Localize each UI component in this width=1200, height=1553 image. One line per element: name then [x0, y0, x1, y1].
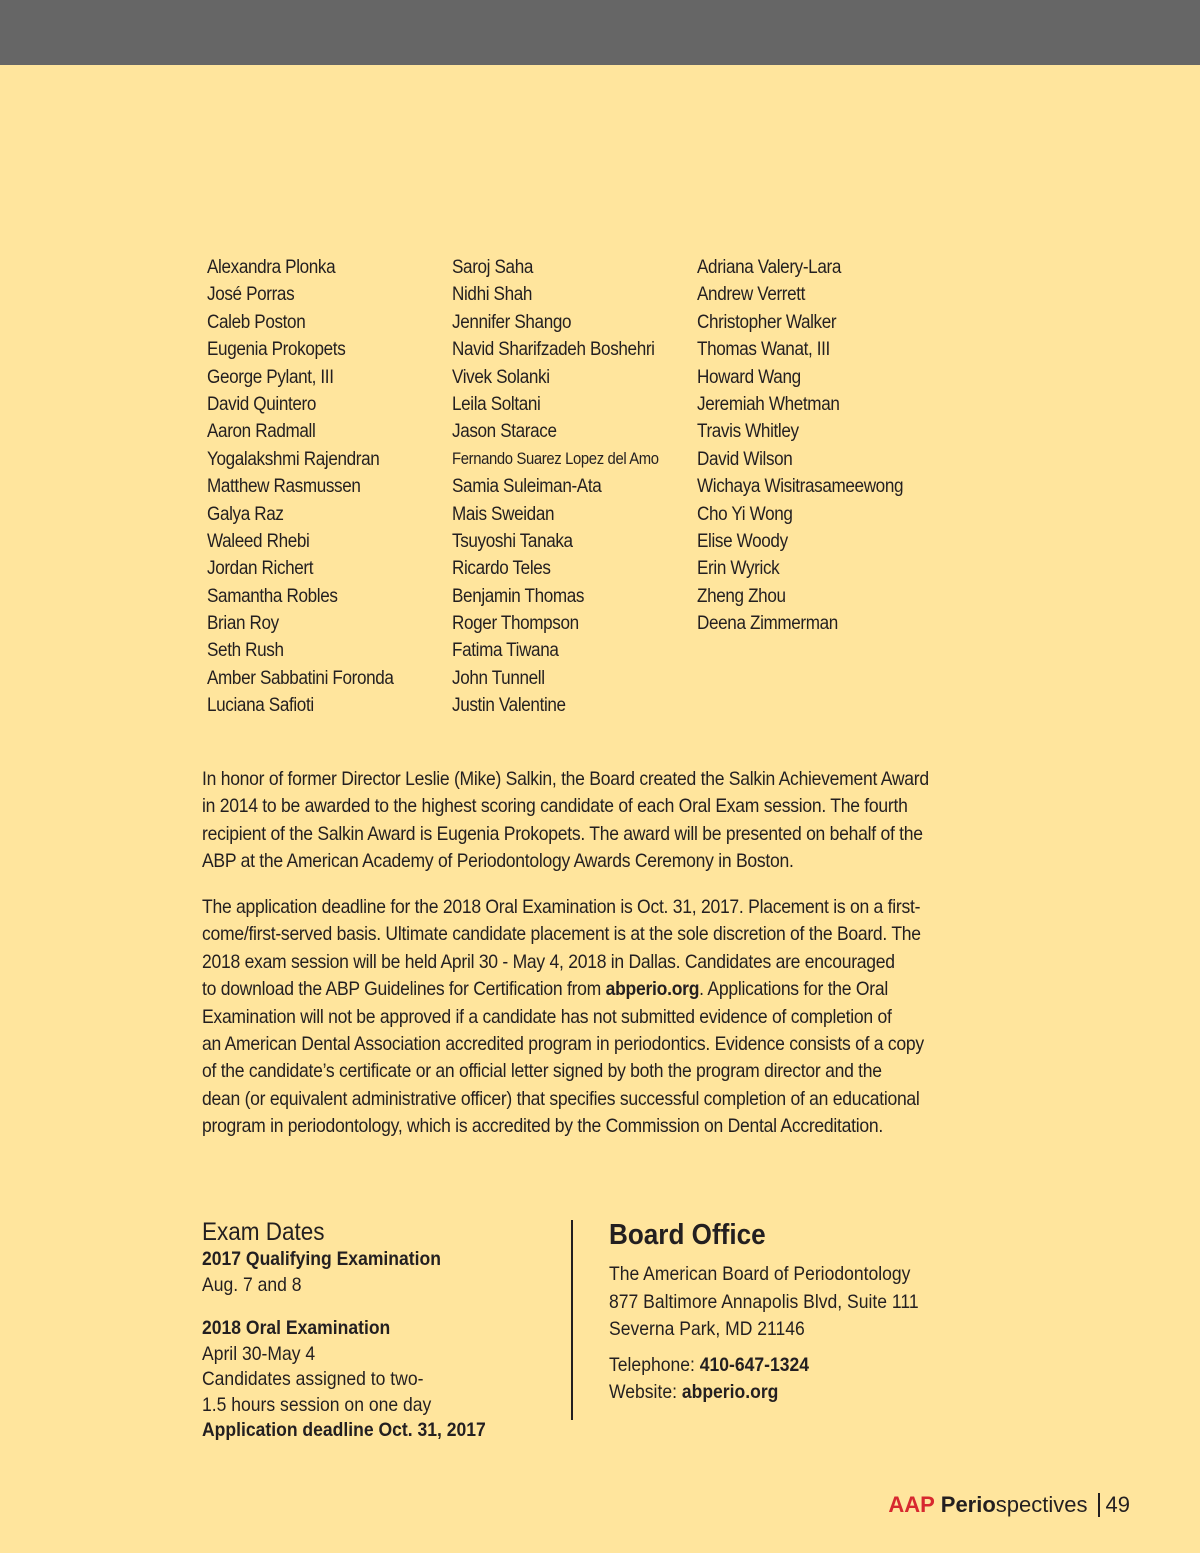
qualifying-exam-dates: Aug. 7 and 8 [202, 1273, 302, 1296]
names-list [207, 254, 957, 720]
name-item: Nidhi Shah [452, 284, 533, 306]
application-deadline: Application deadline Oct. 31, 2017 [202, 1419, 486, 1441]
name-item: Travis Whitley [697, 421, 799, 443]
oral-exam-note: 1.5 hours session on one day [202, 1393, 432, 1416]
office-org: The American Board of Periodontology [609, 1263, 911, 1285]
name-item: Navid Sharifzadeh Boshehri [452, 339, 655, 361]
paragraph-line: The application deadline for the 2018 Oral Examination is Oct. 31, 2017. Placement is on a first- [202, 896, 921, 918]
name-item: Mais Sweidan [452, 503, 555, 525]
name-item: Samantha Robles [207, 585, 338, 607]
paragraph-line: 2018 exam session will be held April 30 - May 4, 2018 in Dallas. Candidates are encouraged [202, 950, 895, 973]
name-item: Thomas Wanat, III [697, 339, 830, 361]
paragraph-line: an American Dental Association accredited program in periodontics. Evidence consists of a copy [202, 1033, 924, 1056]
paragraph-line: program in periodontology, which is accredited by the Commission on Dental Accreditation. [202, 1115, 883, 1138]
name-item: Caleb Poston [207, 311, 306, 333]
exam-dates-heading: Exam Dates [202, 1218, 325, 1246]
name-item: Galya Raz [207, 503, 284, 525]
page-footer [888, 1490, 1130, 1520]
name-item: Seth Rush [207, 640, 284, 662]
name-item: George Pylant, III [207, 366, 334, 388]
name-item: Jennifer Shango [452, 311, 572, 333]
name-item: Jordan Richert [207, 558, 314, 580]
paragraph-line: in 2014 to be awarded to the highest scoring candidate of each Oral Exam session. The fourth [202, 795, 908, 818]
name-item: Alexandra Plonka [207, 257, 336, 278]
paragraph-line: recipient of the Salkin Award is Eugenia Prokopets. The award will be presented on behalf of the [202, 822, 923, 845]
name-item: Waleed Rhebi [207, 530, 310, 552]
brand-aap: AAP [888, 1492, 935, 1517]
paragraph-line: of the candidate’s certificate or an official letter signed by both the program director and the [202, 1060, 882, 1083]
name-item: Justin Valentine [452, 695, 566, 717]
website-link[interactable]: abperio.org [681, 1381, 779, 1403]
name-item: Luciana Safioti [207, 695, 314, 717]
name-item: Wichaya Wisitrasameewong [697, 476, 904, 498]
name-item: Elise Woody [697, 530, 788, 552]
paragraph-text: . Applications for the Oral [699, 978, 888, 1001]
name-item: Samia Suleiman-Ata [452, 476, 602, 498]
name-item: Andrew Verrett [697, 284, 806, 306]
name-item: Howard Wang [697, 366, 801, 388]
page-number: 49 [1105, 1492, 1130, 1517]
paragraph-line: ABP at the American Academy of Periodontology Awards Ceremony in Boston. [202, 850, 794, 873]
paragraph-line: dean (or equivalent administrative officer) that specifies successful completion of an educational [202, 1087, 920, 1110]
telephone-label: Telephone: [609, 1353, 700, 1376]
oral-exam-title: 2018 Oral Examination [202, 1317, 391, 1339]
board-office-title: Board Office [609, 1219, 766, 1251]
name-item: Fernando Suarez Lopez del Amo [452, 449, 659, 468]
name-item: Tsuyoshi Tanaka [452, 530, 573, 552]
abperio-link[interactable]: abperio.org [605, 978, 700, 1001]
name-item: Vivek Solanki [452, 366, 550, 388]
names-column-3 [697, 254, 957, 720]
name-item: Cho Yi Wong [697, 503, 793, 525]
office-website [609, 1379, 987, 1407]
name-item: Deena Zimmerman [697, 613, 838, 635]
website-label: Website: [609, 1381, 682, 1403]
name-item: David Quintero [207, 393, 317, 415]
name-item: Jason Starace [452, 421, 557, 443]
office-address-line: 877 Baltimore Annapolis Blvd, Suite 111 [609, 1290, 919, 1313]
paragraph-line: Examination will not be approved if a candidate has not submitted evidence of completion of [202, 1005, 892, 1028]
name-item: Aaron Radmall [207, 421, 316, 443]
name-item: Saroj Saha [452, 257, 534, 278]
paragraph-line: come/first-served basis. Ultimate candidate placement is at the sole discretion of the Board. The [202, 923, 921, 946]
paragraph-line: In honor of former Director Leslie (Mike) Salkin, the Board created the Salkin Achievement Award [202, 768, 929, 790]
application-deadline-paragraph [202, 894, 940, 1141]
brand-spectives: spectives [995, 1492, 1088, 1517]
name-item: Yogalakshmi Rajendran [207, 448, 380, 470]
name-item: Fatima Tiwana [452, 640, 559, 662]
names-column-1 [207, 254, 452, 720]
name-item: David Wilson [697, 448, 793, 470]
name-item: Brian Roy [207, 613, 279, 635]
qualifying-exam-title: 2017 Qualifying Examination [202, 1248, 441, 1270]
name-item: Zheng Zhou [697, 585, 786, 607]
top-bar [0, 0, 1200, 65]
telephone-number[interactable]: 410-647-1324 [699, 1353, 810, 1376]
section-divider [571, 1220, 573, 1420]
exam-dates-section [202, 1217, 562, 1444]
oral-exam-dates: April 30-May 4 [202, 1342, 316, 1365]
name-item: Christopher Walker [697, 311, 837, 333]
name-item: Matthew Rasmussen [207, 476, 361, 498]
name-item: Erin Wyrick [697, 558, 780, 580]
name-item: Jeremiah Whetman [697, 393, 840, 415]
name-item: Eugenia Prokopets [207, 339, 346, 361]
name-item: Leila Soltani [452, 393, 541, 415]
office-telephone [609, 1352, 987, 1380]
names-column-2 [452, 254, 697, 720]
footer-separator [1098, 1493, 1100, 1517]
name-item: John Tunnell [452, 667, 545, 689]
name-item: Adriana Valery-Lara [697, 257, 841, 278]
name-item: Benjamin Thomas [452, 585, 585, 607]
salkin-award-paragraph [202, 766, 940, 876]
name-item: José Porras [207, 284, 295, 306]
name-item: Roger Thompson [452, 613, 579, 635]
paragraph-text: to download the ABP Guidelines for Certification from [202, 978, 606, 1001]
board-office-section [609, 1217, 1029, 1407]
oral-exam-note: Candidates assigned to two- [202, 1368, 424, 1390]
name-item: Amber Sabbatini Foronda [207, 667, 394, 689]
name-item: Ricardo Teles [452, 558, 551, 580]
brand-perio: Perio [940, 1492, 996, 1517]
office-address-line: Severna Park, MD 21146 [609, 1318, 805, 1340]
paragraph-line [202, 976, 940, 1003]
